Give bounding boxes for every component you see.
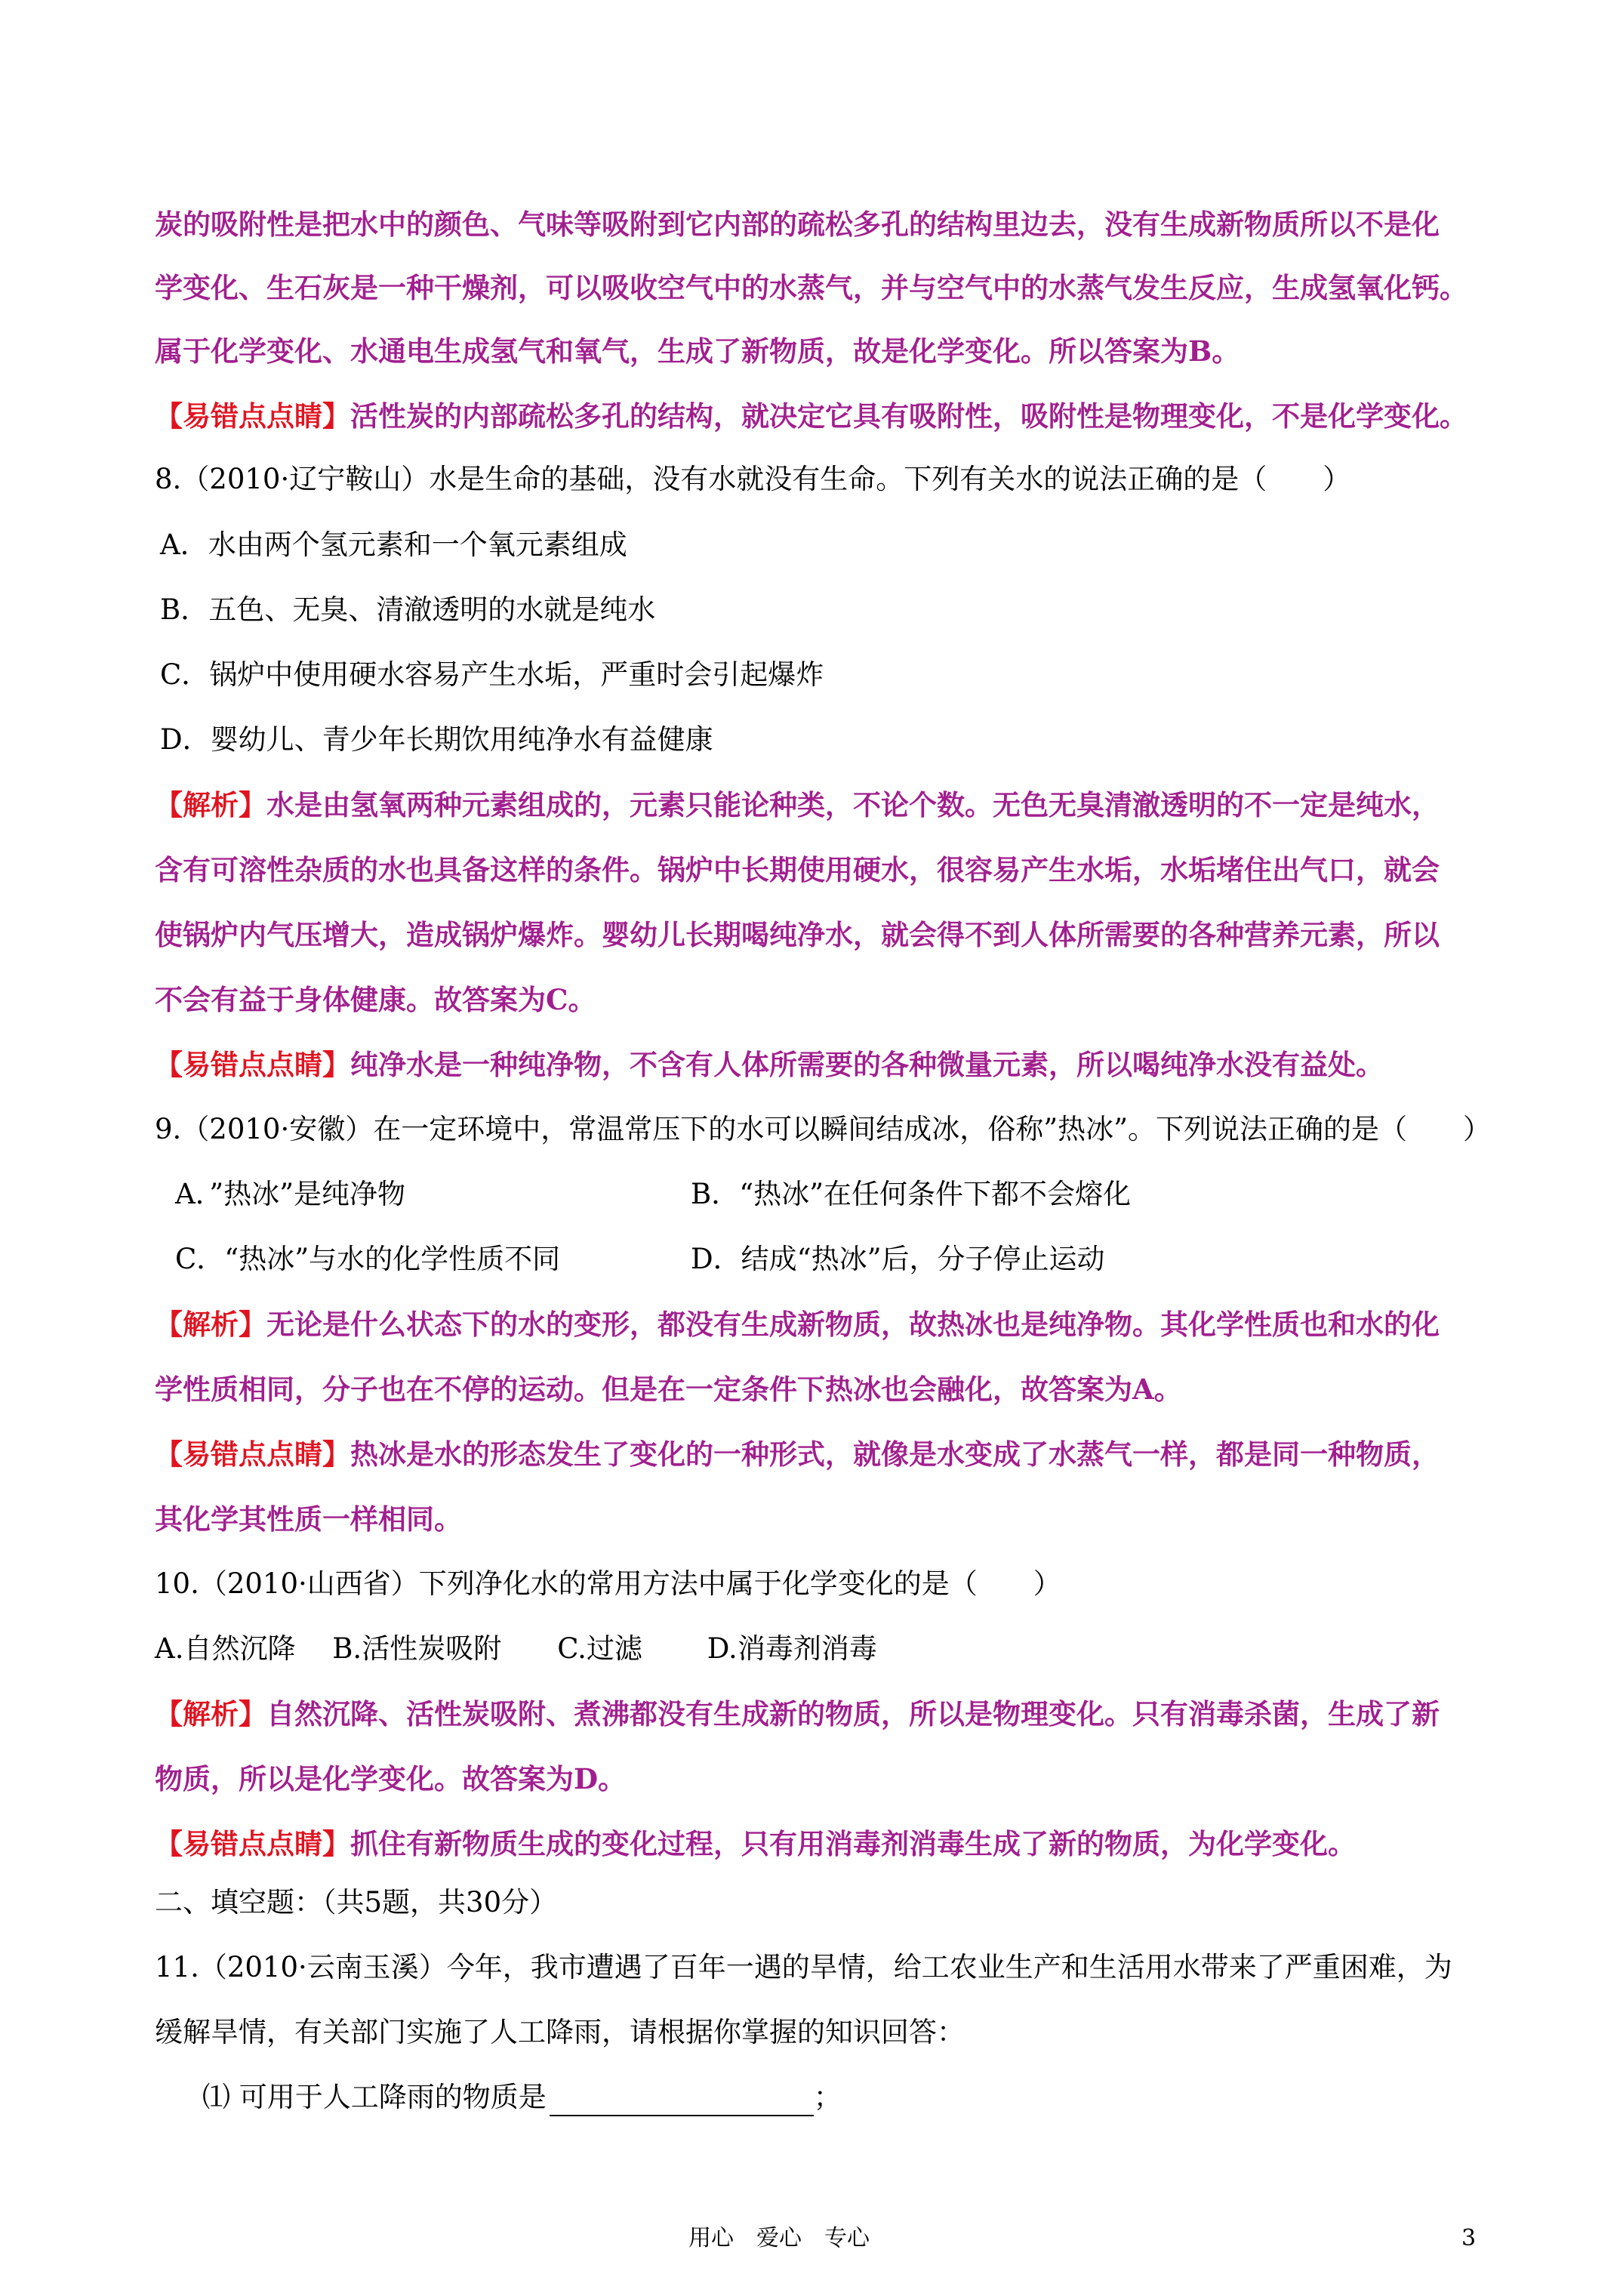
analysis-line [155, 786, 1440, 824]
analysis-line [155, 1305, 1440, 1344]
question-8-stem: 8.（2010·辽宁鞍山）水是生命的基础，没有水就没有生命。下列有关水的说法正确的是（ ） [155, 463, 1351, 495]
tip-tag: 【易错点点睛】 [155, 1827, 350, 1860]
analysis-text: 无论是什么状态下的水的变形，都没有生成新物质，故热冰也是纯净物。其化学性质也和水的化 [266, 1308, 1440, 1341]
analysis-tag: 【解析】 [155, 1697, 266, 1730]
tip-line [155, 1435, 1440, 1474]
tip-text: 活性炭的内部疏松多孔的结构，就决定它具有吸附性，吸附性是物理变化，不是化学变化。 [350, 399, 1467, 433]
tip-line [155, 1825, 1356, 1863]
question-10-stem: 10.（2010·山西省）下列净化水的常用方法中属于化学变化的是（ ） [155, 1567, 1061, 1600]
sub-question-end: ； [813, 2081, 842, 2113]
tip-tag: 【易错点点睛】 [155, 1048, 350, 1081]
option-c: C．锅炉中使用硬水容易产生水垢，严重时会引起爆炸 [160, 658, 824, 691]
analysis-tag: 【解析】 [155, 1308, 266, 1341]
question-9-stem: 9.（2010·安徽）在一定环境中，常温常压下的水可以瞬间结成冰，俗称”热冰”。下列说法正确的是（ ） [155, 1113, 1492, 1145]
analysis-line: 使锅炉内气压增大，造成锅炉爆炸。婴幼儿长期喝纯净水，就会得不到人体所需要的各种营养元素，所以 [155, 918, 1440, 951]
footer-text: 用心 爱心 专心 [688, 2225, 870, 2251]
analysis-line: 含有可溶性杂质的水也具备这样的条件。锅炉中长期使用硬水，很容易产生水垢，水垢堵住出气口，就会 [155, 853, 1440, 886]
option-b: B．五色、无臭、清澈透明的水就是纯水 [160, 593, 656, 626]
sub-question-text: ⑴ 可用于人工降雨的物质是 [202, 2081, 547, 2113]
option-d: D．结成“热冰”后，分子停止运动 [691, 1243, 1105, 1275]
tip-text: 热冰是水的形态发生了变化的一种形式，就像是水变成了水蒸气一样，都是同一种物质， [350, 1438, 1440, 1471]
option-c: C．“热冰”与水的化学性质不同 [175, 1243, 561, 1275]
text-line: 学变化、生石灰是一种干燥剂，可以吸收空气中的水蒸气，并与空气中的水蒸气发生反应，生成氢氧化钙。 [155, 271, 1467, 304]
question-11-stem: 11.（2010·云南玉溪）今年，我市遭遇了百年一遇的旱情，给工农业生产和生活用水带来了严重困难，为 [155, 1951, 1452, 1983]
option-a: A．水由两个氢元素和一个氧元素组成 [160, 529, 627, 561]
option-d: D．婴幼儿、青少年长期饮用纯净水有益健康 [160, 723, 713, 756]
analysis-text: 水是由氢氧两种元素组成的，元素只能论种类，不论个数。无色无臭清澈透明的不一定是纯水， [266, 788, 1440, 821]
text-line: 属于化学变化、水通电生成氢气和氧气，生成了新物质，故是化学变化。所以答案为B。 [155, 334, 1240, 368]
question-10-options: A.自然沉降 B.活性炭吸附 C.过滤 D.消毒剂消毒 [155, 1632, 877, 1665]
analysis-line: 不会有益于身体健康。故答案为C。 [155, 983, 596, 1016]
section-heading: 二、填空题：（共5题，共30分） [155, 1886, 558, 1918]
tip-text: 纯净水是一种纯净物，不含有人体所需要的各种微量元素，所以喝纯净水没有益处。 [350, 1048, 1384, 1081]
text-line: 炭的吸附性是把水中的颜色、气味等吸附到它内部的疏松多孔的结构里边去，没有生成新物质所以不是化 [155, 208, 1440, 241]
tip-tag: 【易错点点睛】 [155, 1438, 350, 1471]
option-a: A．”热冰”是纯净物 [175, 1178, 406, 1210]
analysis-line: 物质，所以是化学变化。故答案为D。 [155, 1762, 627, 1795]
tip-line: 其化学其性质一样相同。 [155, 1502, 462, 1536]
tip-tag: 【易错点点睛】 [155, 399, 350, 433]
option-b: B．“热冰”在任何条件下都不会熔化 [691, 1178, 1132, 1210]
tip-line [155, 1046, 1384, 1084]
sub-question-1 [202, 2079, 842, 2116]
analysis-text: 自然沉降、活性炭吸附、煮沸都没有生成新的物质，所以是物理变化。只有消毒杀菌，生成了新 [266, 1697, 1440, 1730]
answer-blank[interactable] [550, 2089, 814, 2116]
question-11-stem: 缓解旱情，有关部门实施了人工降雨，请根据你掌握的知识回答： [155, 2016, 965, 2048]
page-number: 3 [1461, 2225, 1477, 2251]
tip-line [155, 397, 1467, 436]
analysis-line [155, 1695, 1440, 1734]
analysis-tag: 【解析】 [155, 788, 266, 821]
tip-text: 抓住有新物质生成的变化过程，只有用消毒剂消毒生成了新的物质，为化学变化。 [350, 1827, 1356, 1860]
analysis-line: 学性质相同，分子也在不停的运动。但是在一定条件下热冰也会融化，故答案为A。 [155, 1373, 1182, 1406]
